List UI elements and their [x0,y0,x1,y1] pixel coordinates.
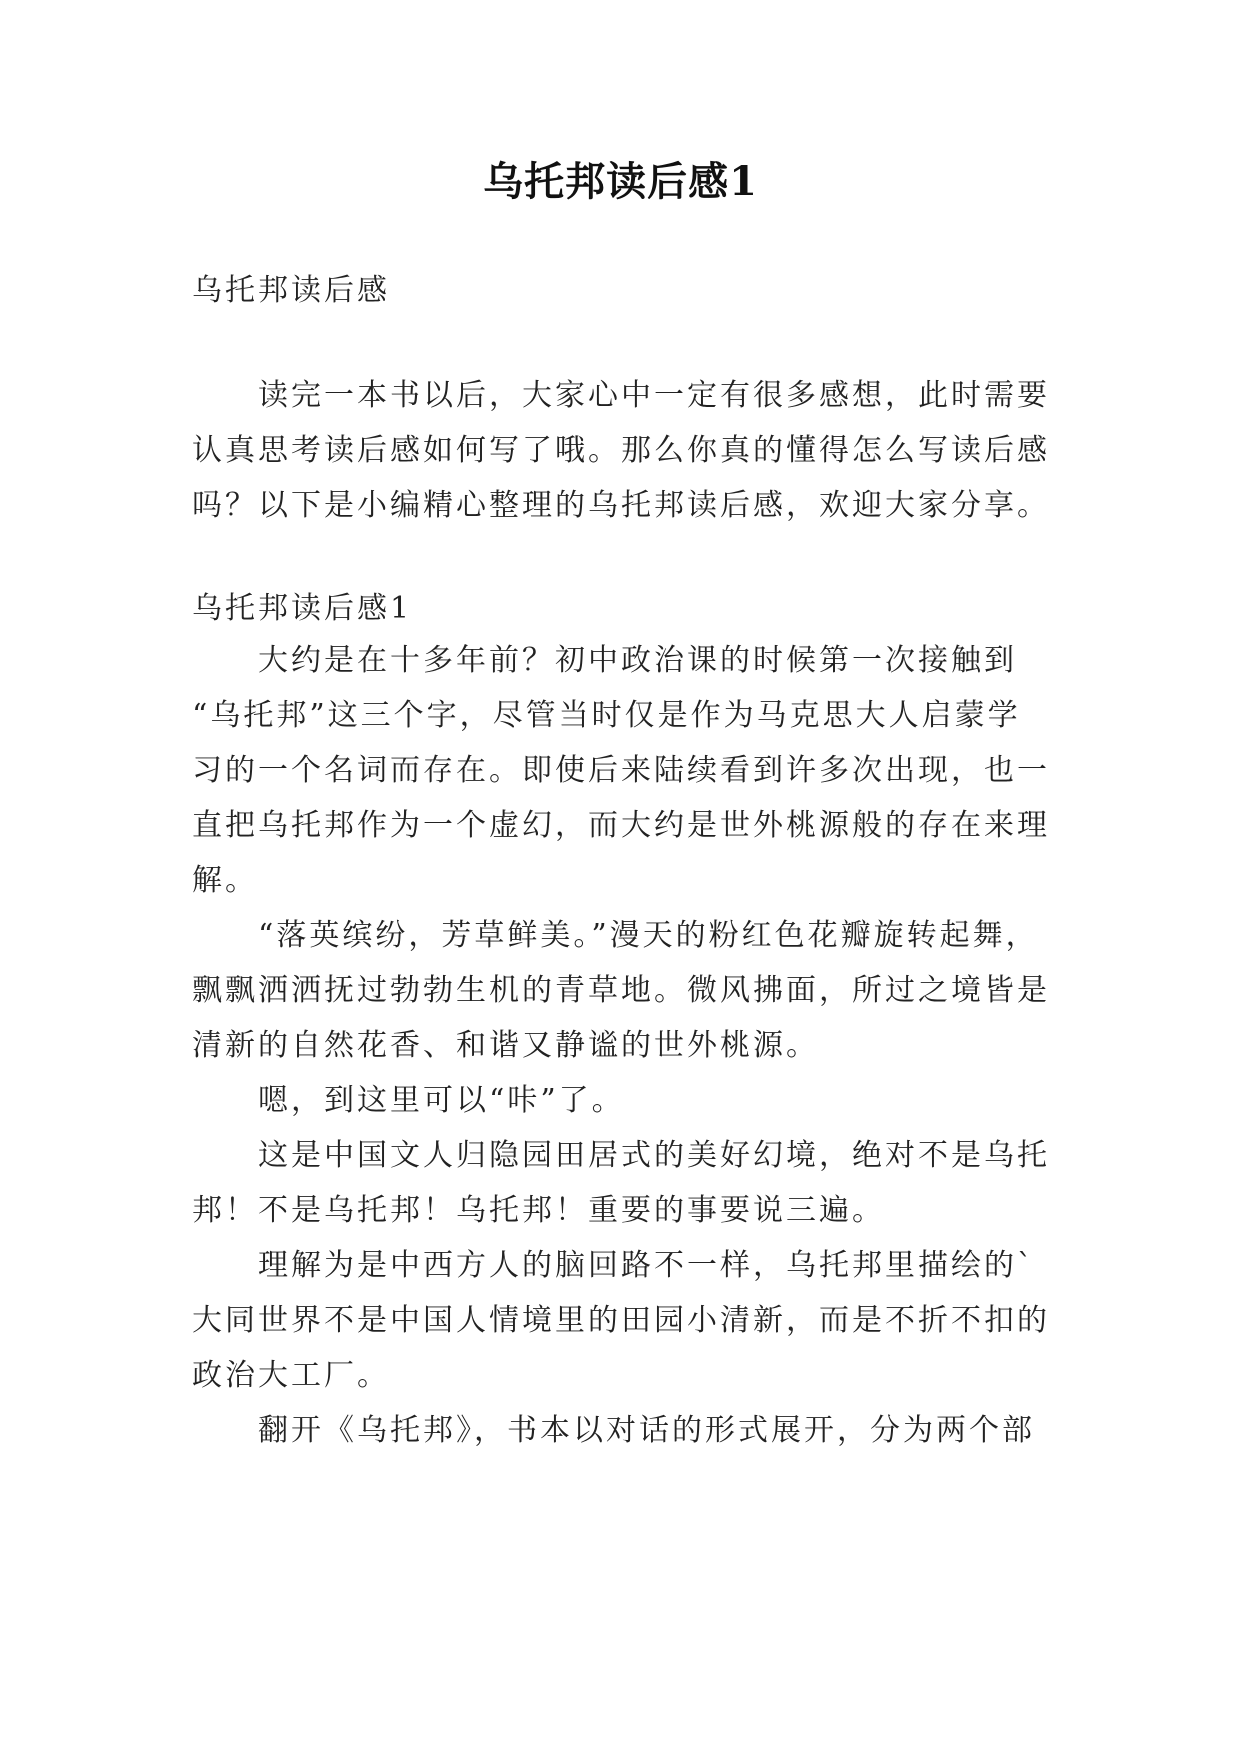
intro-line: 读完一本书以后，大家心中一定有很多感想，此时需要 [258,378,1050,413]
paragraph-line: 大同世界不是中国人情境里的田园小清新，而是不折不扣的 [192,1303,1050,1338]
intro-line: 认真思考读后感如何写了哦。那么你真的懂得怎么写读后感 [192,433,1050,468]
paragraph-line: 飘飘洒洒抚过勃勃生机的青草地。微风拂面，所过之境皆是 [192,973,1050,1008]
paragraph-line: 理解为是中西方人的脑回路不一样，乌托邦里描绘的` [258,1248,1035,1283]
paragraph-line: 政治大工厂。 [192,1358,390,1393]
document-title: 乌托邦读后感1 [483,158,758,205]
section-heading: 乌托邦读后感1 [192,591,413,626]
paragraph-line: 邦！不是乌托邦！乌托邦！重要的事要说三遍。 [192,1193,885,1228]
paragraph-line: 嗯，到这里可以“咔”了。 [258,1083,625,1118]
paragraph-line: 清新的自然花香、和谐又静谧的世外桃源。 [192,1028,819,1063]
intro-line: 吗？以下是小编精心整理的乌托邦读后感，欢迎大家分享。 [192,488,1050,523]
paragraph-line: 大约是在十多年前？初中政治课的时候第一次接触到 [258,643,1017,678]
paragraph-line: 解。 [192,863,258,898]
subtitle: 乌托邦读后感 [192,273,390,308]
paragraph-line: 直把乌托邦作为一个虚幻，而大约是世外桃源般的存在来理 [192,808,1050,843]
paragraph-line: “落英缤纷，芳草鲜美。”漫天的粉红色花瓣旋转起舞， [258,918,1039,953]
paragraph-line: 习的一个名词而存在。即使后来陆续看到许多次出现，也一 [192,753,1050,788]
paragraph-line: 这是中国文人归隐园田居式的美好幻境，绝对不是乌托 [258,1138,1050,1173]
paragraph-line: “乌托邦”这三个字，尽管当时仅是作为马克思大人启蒙学 [192,698,1021,733]
paragraph-line: 翻开《乌托邦》，书本以对话的形式展开，分为两个部 [258,1413,1035,1448]
